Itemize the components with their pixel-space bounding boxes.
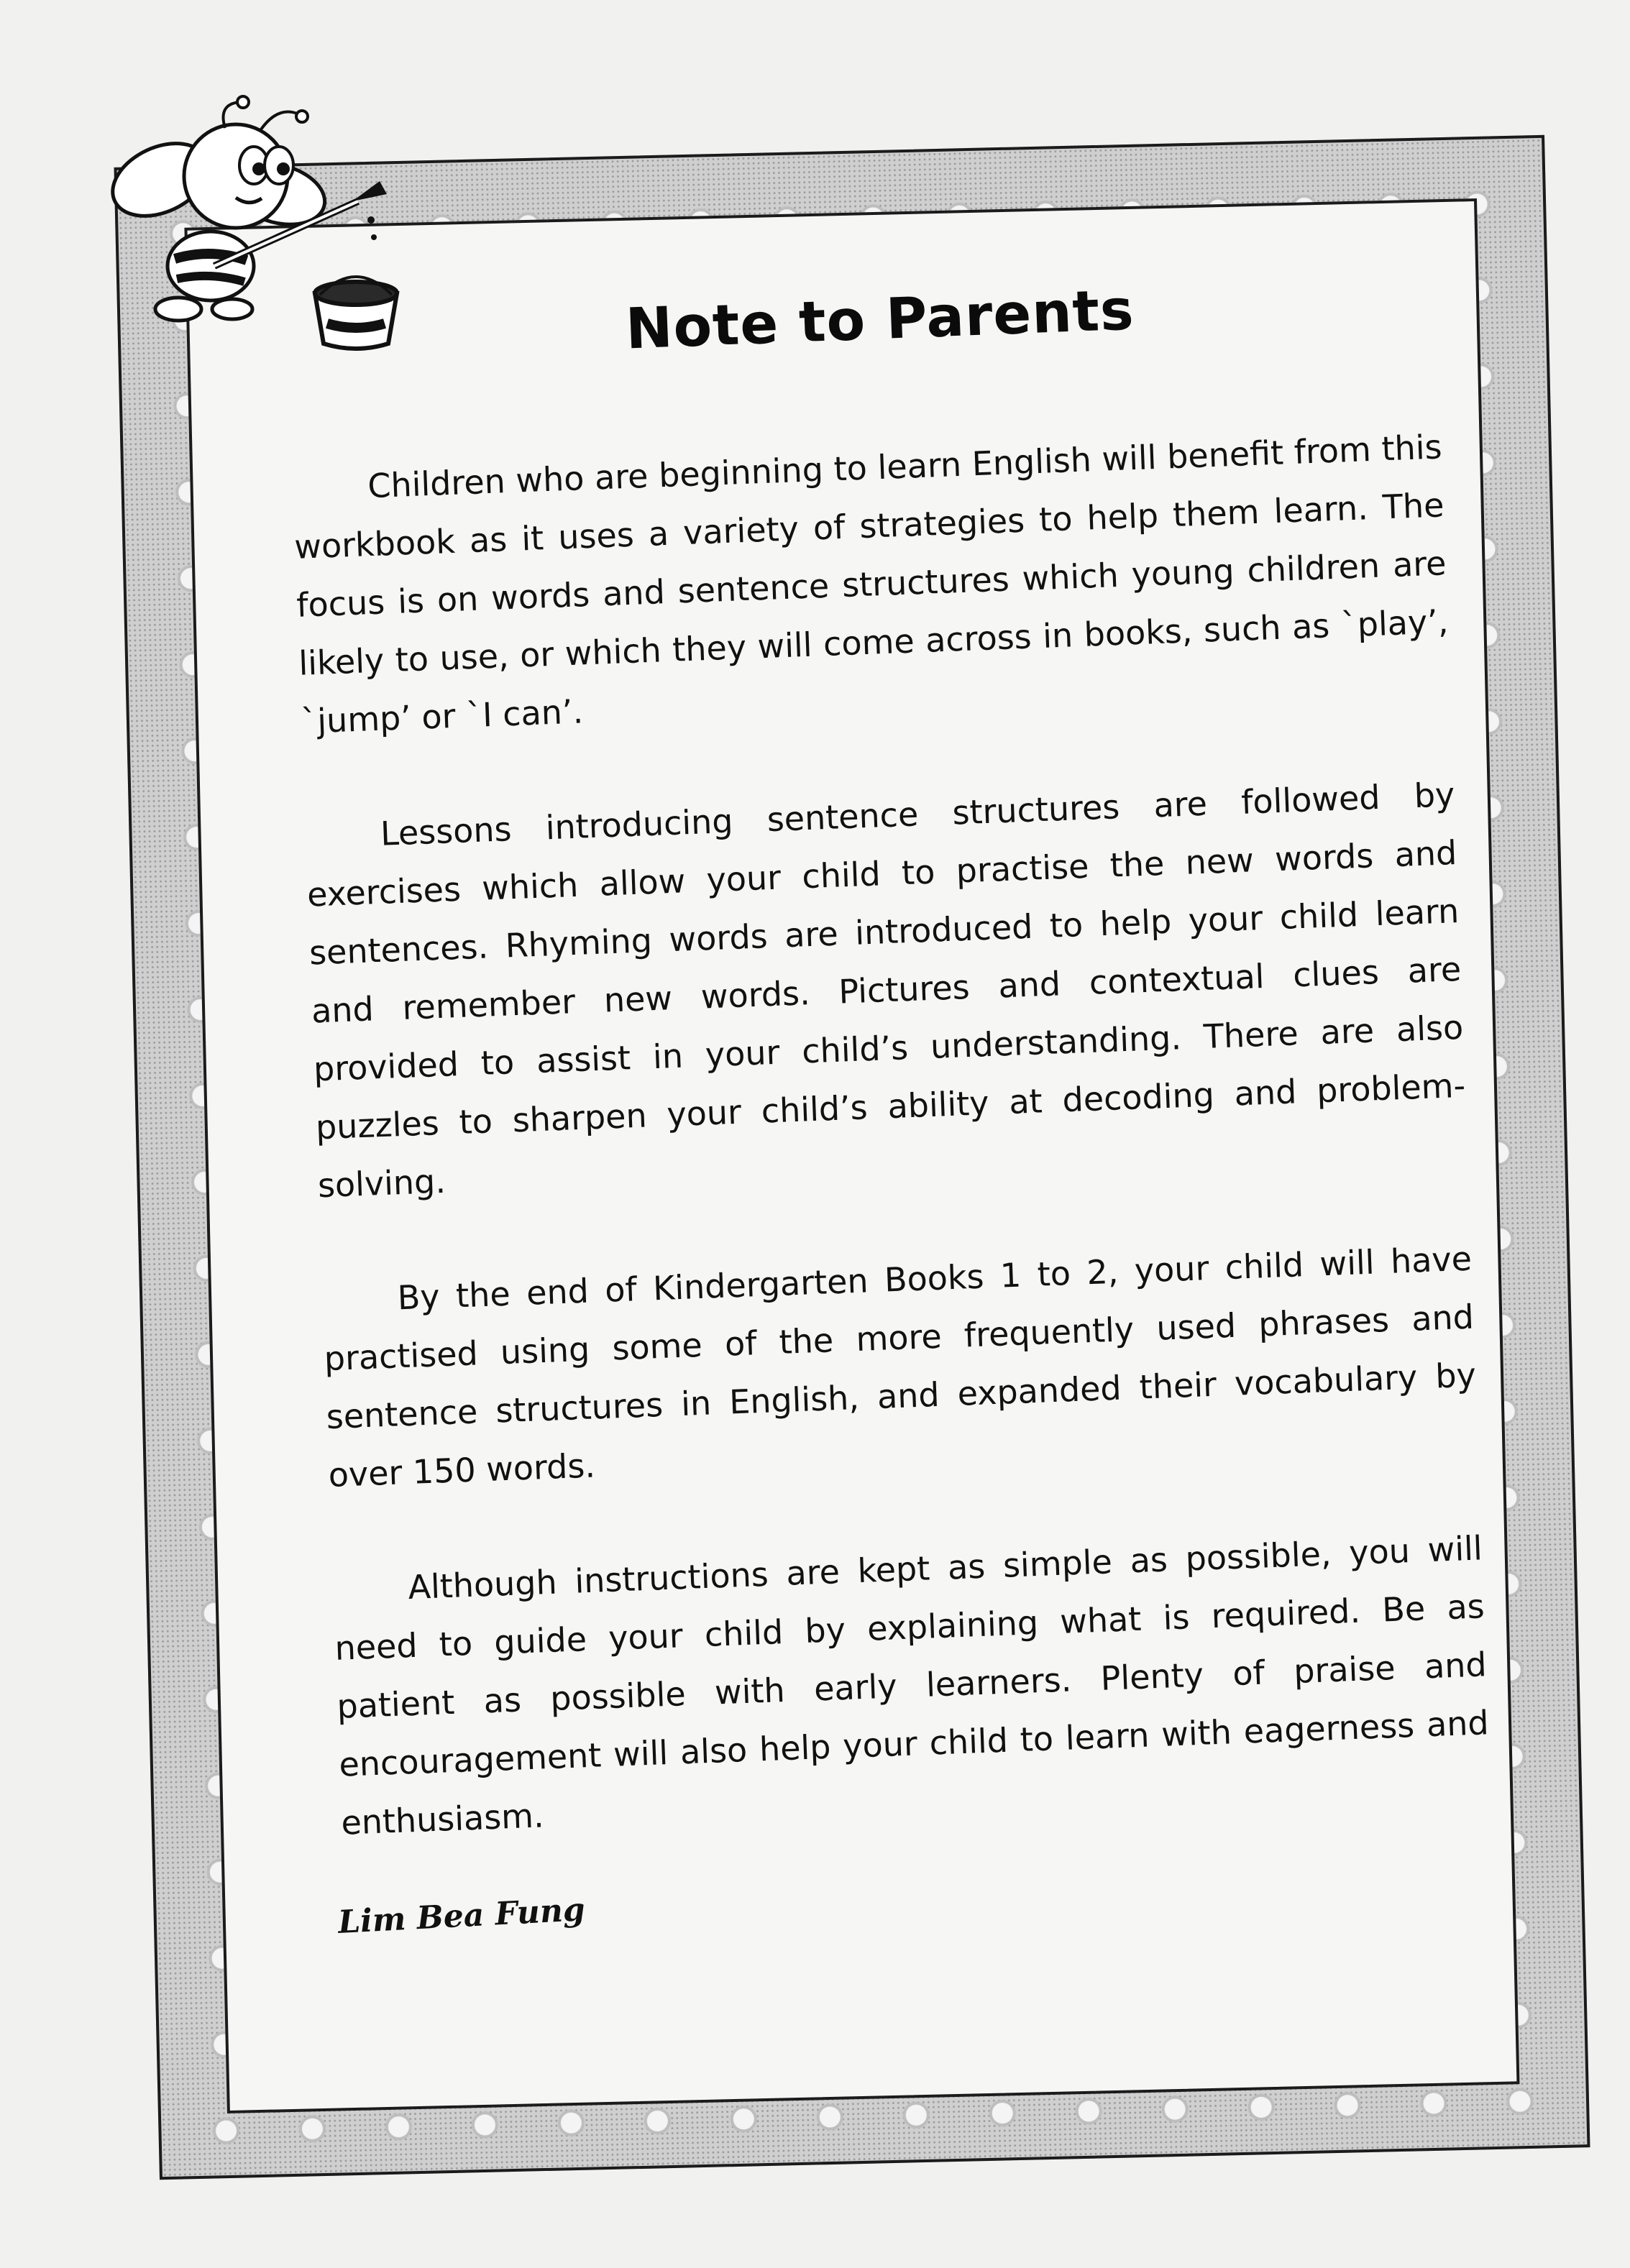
- paint-bucket-icon: [302, 266, 410, 352]
- paragraph-3: By the end of Kindergarten Books 1 to 2, your child will have practised using some of the more frequently used phrases and sentence structures in English, and expanded their vocabulary by over 150 words.: [323, 1239, 1477, 1495]
- paragraph-4: Although instructions are kept as simple as possible, you will need to guide your child by explaining what is required. Be as patient as possible with early learners. Plenty of praise and encouragement will also help your child to learn with eagerness and enthusiasm.: [334, 1528, 1490, 1842]
- paragraph-2: Lessons introducing sentence structures are followed by exercises which allow your child to practise the new words and sentences. Rhyming words are introduced to help your child learn and remember new words. Pictures and contextual clues are provided to assist in your child’s understanding. There are also puzzles to sharpen your child’s ability at decoding and problem-solving.: [306, 775, 1466, 1206]
- page-title: Note to Parents: [624, 277, 1136, 362]
- author-signature: Lim Bea Fung: [336, 1891, 586, 1941]
- note-body: [291, 418, 1494, 1909]
- paragraph-1: Children who are beginning to learn English will benefit from this workbook as it uses a variety of strategies to help them learn. The focus is on words and sentence structures which young children are likely to use, or which they will come across in books, such as `play’, `jump’ or `I can’.: [293, 427, 1450, 741]
